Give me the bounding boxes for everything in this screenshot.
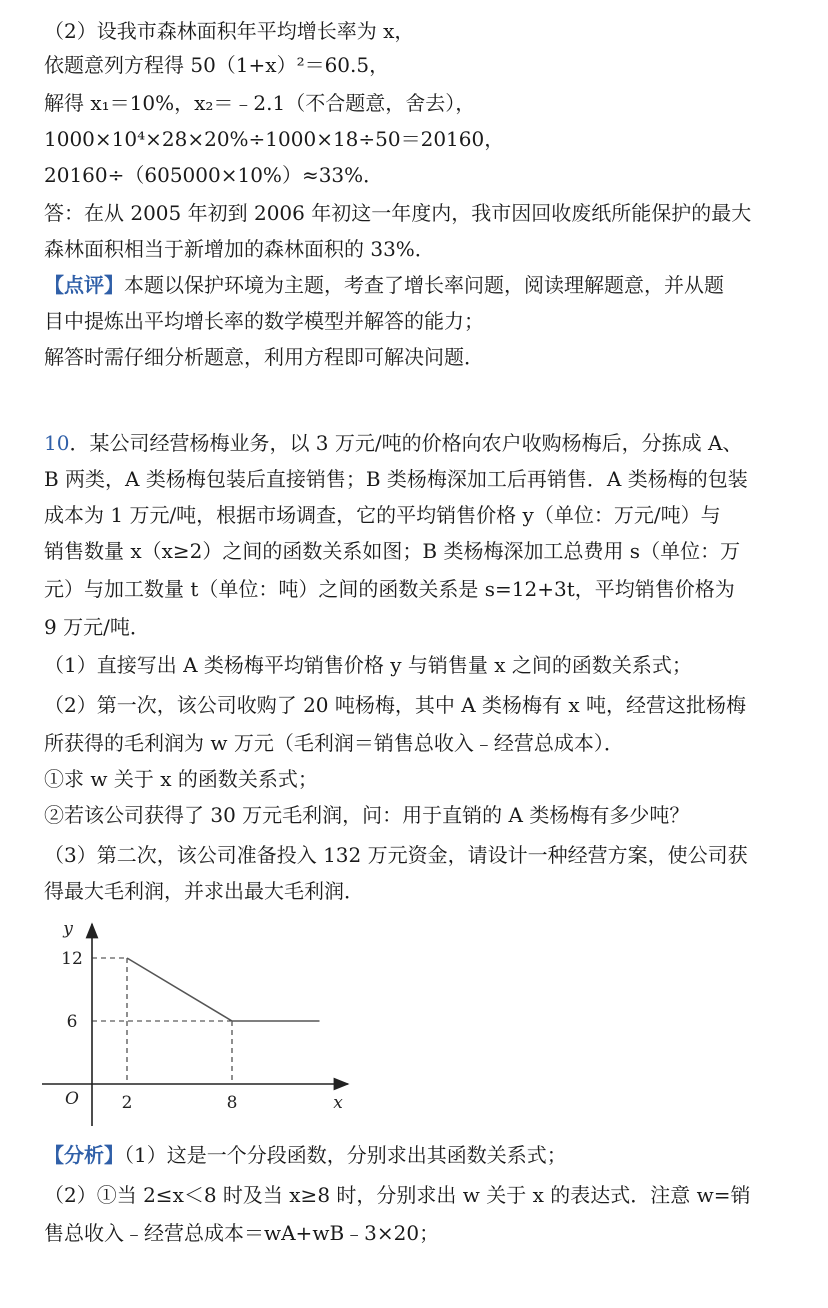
solution-line-1: （2）设我市森林面积年平均增长率为 x， bbox=[44, 19, 415, 43]
comment-text-1: 本题以保护环境为主题，考查了增长率问题，阅读理解题意，并从题 bbox=[124, 273, 724, 297]
problem-line-3: 成本为 1 万元/吨，根据市场调查，它的平均销售价格 y（单位：万元/吨）与 bbox=[44, 503, 721, 527]
y-axis-label: y bbox=[63, 919, 73, 939]
x-axis-label: x bbox=[333, 1093, 343, 1113]
question-2c: ①求 w 关于 x 的函数关系式； bbox=[44, 767, 318, 791]
question-3a: （3）第二次，该公司准备投入 132 万元资金，请设计一种经营方案，使公司获 bbox=[44, 843, 748, 867]
problem-number: 10 bbox=[44, 431, 70, 455]
comment-line-2: 目中提炼出平均增长率的数学模型并解答的能力； bbox=[44, 309, 484, 333]
function-graph bbox=[30, 912, 360, 1134]
analysis-line-1 bbox=[44, 1140, 567, 1170]
question-3b: 得最大毛利润，并求出最大毛利润． bbox=[44, 879, 364, 903]
analysis-tag: 【分析】 bbox=[44, 1143, 124, 1167]
x-tick-2: 2 bbox=[121, 1093, 133, 1113]
problem-text-1: ．某公司经营杨梅业务，以 3 万元/吨的价格向农户收购杨梅后，分拣成 A、 bbox=[69, 431, 743, 455]
y-tick-12: 12 bbox=[61, 949, 83, 969]
problem-line-6: 9 万元/吨． bbox=[44, 615, 150, 639]
problem-line-1 bbox=[44, 428, 742, 458]
x-tick-8: 8 bbox=[226, 1093, 238, 1113]
problem-line-4: 销售数量 x（x≥2）之间的函数关系如图；B 类杨梅深加工总费用 s（单位：万 bbox=[44, 539, 741, 563]
comment-line-1 bbox=[44, 270, 724, 300]
question-1: （1）直接写出 A 类杨梅平均销售价格 y 与销售量 x 之间的函数关系式； bbox=[44, 653, 692, 677]
analysis-line-2: （2）①当 2≤x＜8 时及当 x≥8 时，分别求出 w 关于 x 的表达式．注意 w=销 bbox=[44, 1183, 751, 1207]
y-tick-6: 6 bbox=[66, 1012, 78, 1032]
origin-label: O bbox=[65, 1089, 79, 1109]
analysis-line-3: 售总收入﹣经营总成本＝wA+wB﹣3×20； bbox=[44, 1221, 440, 1245]
solution-line-2: 依题意列方程得 50（1+x）²＝60.5， bbox=[44, 53, 390, 77]
comment-line-3: 解答时需仔细分析题意，利用方程即可解决问题． bbox=[44, 345, 484, 369]
analysis-text-1: （1）这是一个分段函数，分别求出其函数关系式； bbox=[124, 1143, 567, 1167]
question-2d: ②若该公司获得了 30 万元毛利润，问：用于直销的 A 类杨梅有多少吨？ bbox=[44, 803, 690, 827]
series-line bbox=[127, 958, 320, 1021]
comment-tag: 【点评】 bbox=[44, 273, 124, 297]
solution-line-5: 20160÷（605000×10%）≈33%． bbox=[44, 163, 384, 187]
solution-line-4: 1000×10⁴×28×20%÷1000×18÷50＝20160， bbox=[44, 127, 505, 151]
problem-line-5: 元）与加工数量 t（单位：吨）之间的函数关系是 s=12+3t，平均销售价格为 bbox=[44, 577, 735, 601]
problem-line-2: B 两类，A 类杨梅包装后直接销售；B 类杨梅深加工后再销售．A 类杨梅的包装 bbox=[44, 467, 748, 491]
question-2b: 所获得的毛利润为 w 万元（毛利润＝销售总收入﹣经营总成本）． bbox=[44, 731, 624, 755]
answer-line-1: 答：在从 2005 年初到 2006 年初这一年度内，我市因回收废纸所能保护的最大 bbox=[44, 201, 752, 225]
question-2a: （2）第一次，该公司收购了 20 吨杨梅，其中 A 类杨梅有 x 吨，经营这批杨梅 bbox=[44, 693, 747, 717]
solution-line-3: 解得 x₁＝10%，x₂＝﹣2.1（不合题意，舍去）， bbox=[44, 91, 476, 115]
answer-line-2: 森林面积相当于新增加的森林面积的 33%． bbox=[44, 237, 435, 261]
